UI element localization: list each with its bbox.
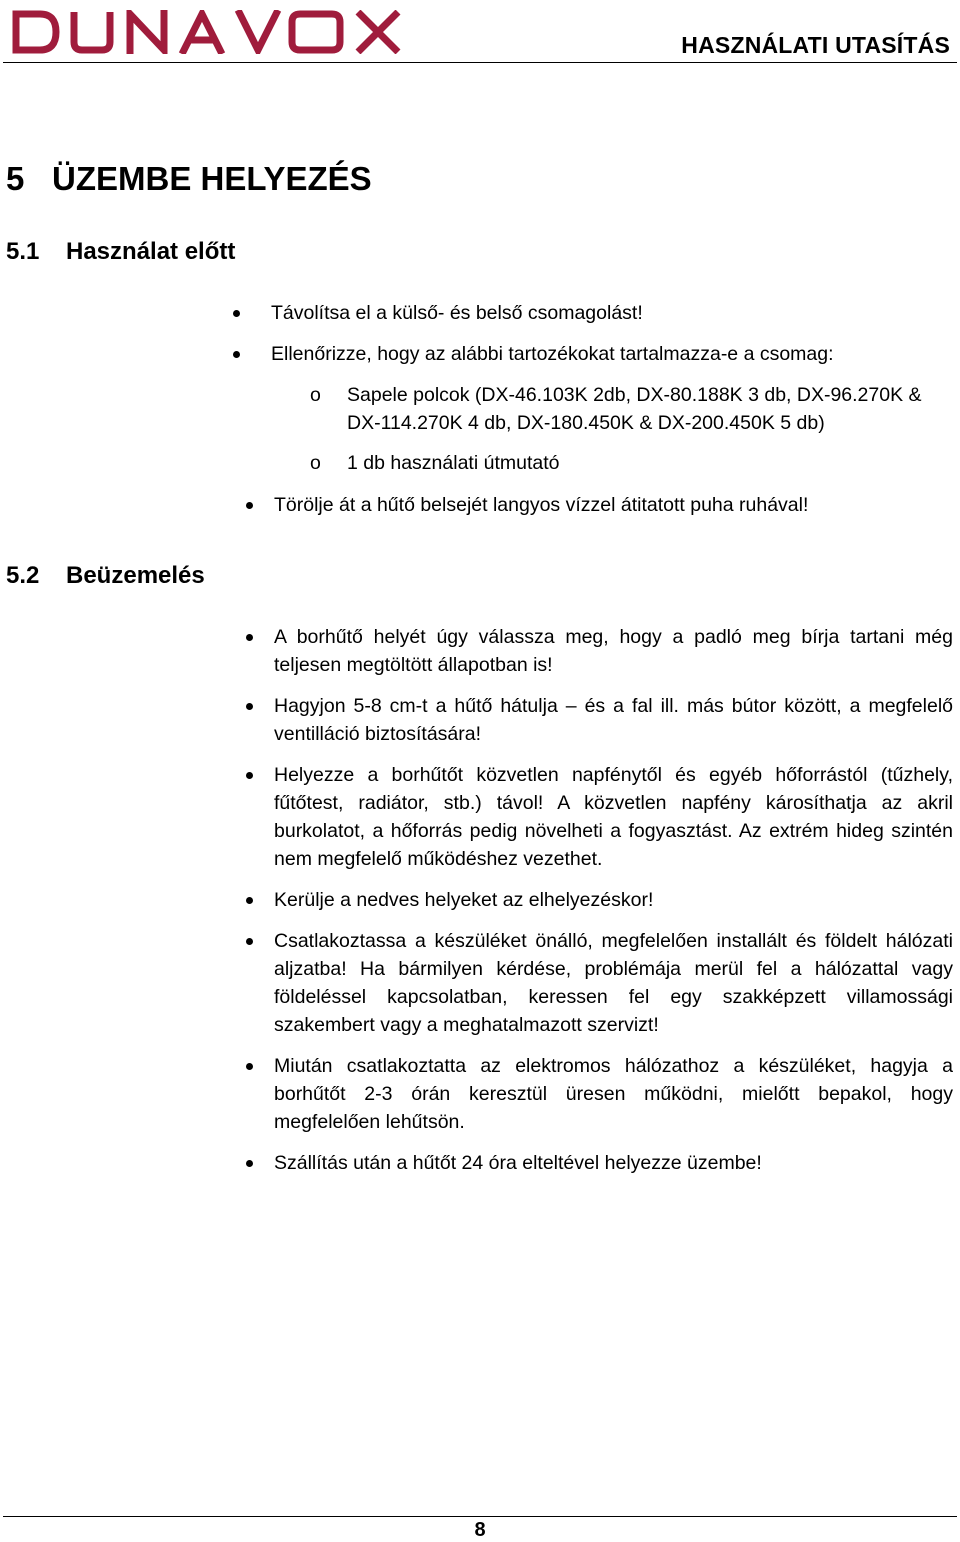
subsection-number: 5.2 xyxy=(6,562,40,589)
sub-list-item: o Sapele polcok (DX-46.103K 2db, DX-80.188K 3 db, DX-96.270K & DX-114.270K 4 db, DX-180.450K & DX-200.450K 5 db) xyxy=(347,381,953,437)
installation-instructions xyxy=(274,623,953,1177)
bullet-icon xyxy=(246,772,253,779)
section-heading xyxy=(6,160,372,198)
list-item: Helyezze a borhűtőt közvetlen napfénytől és egyéb hőforrástól (tűzhely, fűtőtest, radiátor, stb.) távol! A közvetlen napfény károsíthatja az akril burkolatot, a hőforrás pedig növelheti a fogyasztást. Az extrém hideg szintén nem megfelelő működéshez vezethet. xyxy=(274,761,953,873)
circle-bullet-icon: o xyxy=(310,452,321,474)
checklist-cleaning xyxy=(274,491,954,519)
section-title: ÜZEMBE HELYEZÉS xyxy=(52,160,372,197)
bullet-icon xyxy=(246,703,253,710)
subsection-title: Használat előtt xyxy=(66,238,236,265)
subsection-title: Beüzemelés xyxy=(66,562,205,589)
list-item: Hagyjon 5-8 cm-t a hűtő hátulja – és a fal ill. más bútor között, a megfelelő ventilláció biztosítására! xyxy=(274,692,953,748)
bullet-icon xyxy=(246,938,253,945)
list-item: Törölje át a hűtő belsejét langyos vízzel átitatott puha ruhával! xyxy=(274,491,954,519)
document-title: HASZNÁLATI UTASÍTÁS xyxy=(681,32,950,58)
checklist-before-use xyxy=(271,299,951,368)
sub-list-item: o 1 db használati útmutató xyxy=(347,449,953,477)
subsection-heading-5-2 xyxy=(6,562,205,590)
brand-logo xyxy=(10,10,425,54)
list-item: Miután csatlakoztatta az elektromos hálózathoz a készüléket, hagyja a borhűtőt 2-3 órán keresztül üresen működni, mielőtt bepakol, hogy megfelelően lehűtsön. xyxy=(274,1052,953,1136)
list-item: Szállítás után a hűtőt 24 óra elteltével helyezze üzembe! xyxy=(274,1149,953,1177)
list-item: A borhűtő helyét úgy válassza meg, hogy a padló meg bírja tartani még teljesen megtöltött állapotban is! xyxy=(274,623,953,679)
accessory-sublist xyxy=(310,381,953,477)
bullet-icon xyxy=(246,634,253,641)
section-number: 5 xyxy=(6,160,25,197)
bullet-icon xyxy=(233,310,240,317)
subsection-number: 5.1 xyxy=(6,238,40,265)
circle-bullet-icon: o xyxy=(310,384,321,406)
bullet-icon xyxy=(246,1063,253,1070)
list-item: Távolítsa el a külső- és belső csomagolást! xyxy=(271,299,951,327)
page-number: 8 xyxy=(474,1519,486,1541)
subsection-heading-5-1 xyxy=(6,238,235,266)
list-item: Kerülje a nedves helyeket az elhelyezéskor! xyxy=(274,886,953,914)
bullet-icon xyxy=(246,897,253,904)
bullet-icon xyxy=(246,502,253,509)
dunavox-logo-icon xyxy=(10,10,425,54)
header-divider xyxy=(3,62,957,63)
list-item: Ellenőrizze, hogy az alábbi tartozékokat tartalmazza-e a csomag: xyxy=(271,340,951,368)
footer-divider xyxy=(3,1516,957,1517)
bullet-icon xyxy=(246,1160,253,1167)
list-item: Csatlakoztassa a készüléket önálló, megfelelően installált és földelt hálózati aljzatba! Ha bármilyen kérdése, problémája merül fel a hálózattal vagy földeléssel kapcsolatban, keressen fel egy szakképzett villamossági szakembert vagy a meghatalmazott szervizt! xyxy=(274,927,953,1039)
bullet-icon xyxy=(233,351,240,358)
